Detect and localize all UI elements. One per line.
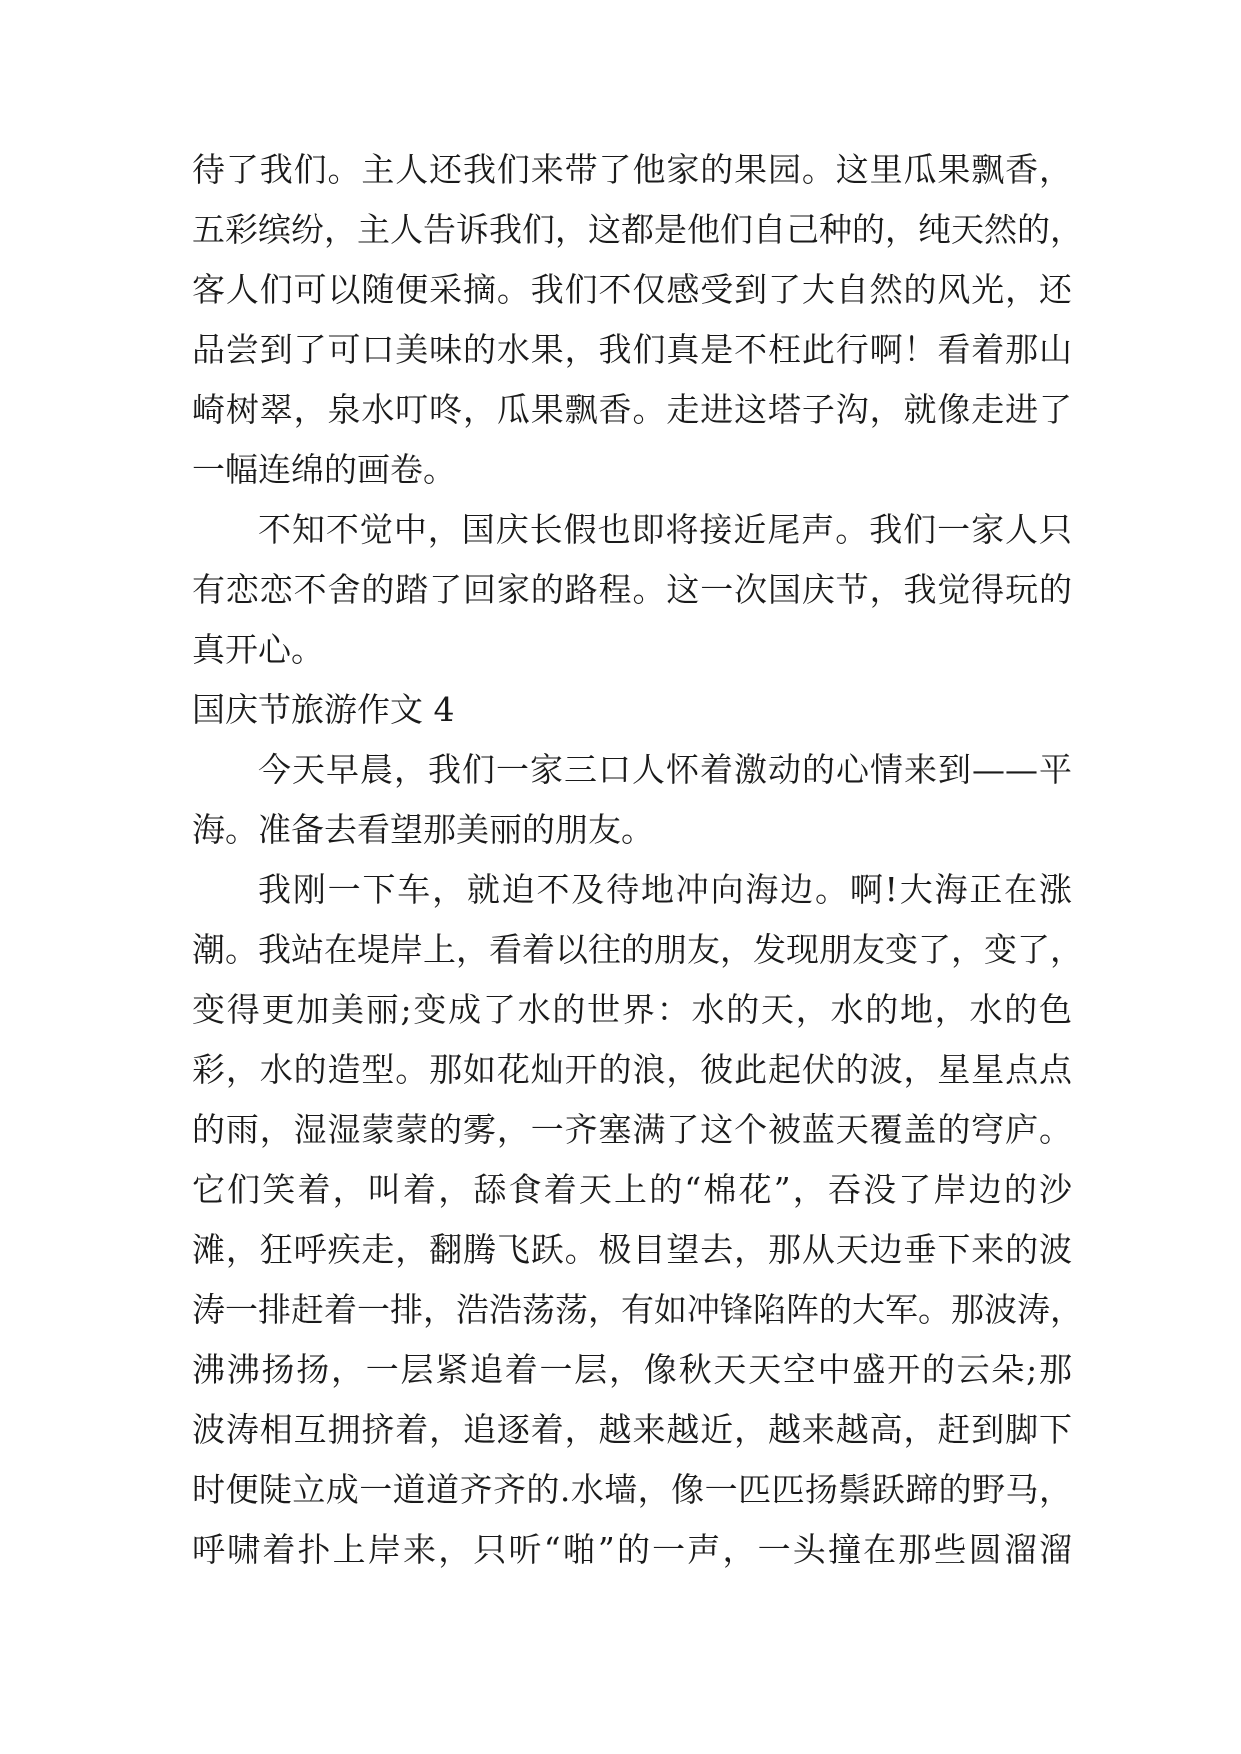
text-line: 潮。我站在堤岸上，看着以往的朋友，发现朋友变了，变了，	[192, 930, 1083, 969]
text-line: 五彩缤纷，主人告诉我们，这都是他们自己种的，纯天然的，	[192, 210, 1083, 249]
paragraph-first-line: 不知不觉中，国庆长假也即将接近尾声。我们一家人只	[258, 510, 1072, 549]
text-line: 波涛相互拥挤着，追逐着，越来越近，越来越高，赶到脚下	[192, 1410, 1072, 1449]
text-line: 的雨，湿湿蒙蒙的雾，一齐塞满了这个被蓝天覆盖的穹庐。	[192, 1110, 1072, 1149]
text-line: 品尝到了可口美味的水果，我们真是不枉此行啊！看着那山	[192, 330, 1072, 369]
paragraph-first-line: 今天早晨，我们一家三口人怀着激动的心情来到——平	[258, 750, 1072, 789]
text-line: 沸沸扬扬，一层紧追着一层，像秋天天空中盛开的云朵;那	[192, 1350, 1072, 1389]
text-line: 待了我们。主人还我们来带了他家的果园。这里瓜果飘香，	[192, 150, 1072, 189]
text-line: 彩，水的造型。那如花灿开的浪，彼此起伏的波，星星点点	[192, 1050, 1072, 1089]
text-line: 海。准备去看望那美丽的朋友。	[192, 810, 654, 849]
text-line: 它们笑着，叫着，舔食着天上的“棉花”，吞没了岸边的沙	[192, 1170, 1072, 1209]
text-line: 呼啸着扑上岸来，只听“啪”的一声，一头撞在那些圆溜溜	[192, 1530, 1072, 1569]
text-line: 一幅连绵的画卷。	[192, 450, 456, 489]
text-line: 客人们可以随便采摘。我们不仅感受到了大自然的风光，还	[192, 270, 1072, 309]
text-line: 滩，狂呼疾走，翻腾飞跃。极目望去，那从天边垂下来的波	[192, 1230, 1072, 1269]
text-line: 有恋恋不舍的踏了回家的路程。这一次国庆节，我觉得玩的	[192, 570, 1072, 609]
section-heading: 国庆节旅游作文 4	[192, 690, 455, 729]
text-line: 崎树翠，泉水叮咚，瓜果飘香。走进这塔子沟，就像走进了	[192, 390, 1072, 429]
text-line: 时便陡立成一道道齐齐的.水墙，像一匹匹扬鬃跃蹄的野马，	[192, 1470, 1072, 1509]
text-line: 涛一排赶着一排，浩浩荡荡，有如冲锋陷阵的大军。那波涛，	[192, 1290, 1083, 1329]
text-line: 真开心。	[192, 630, 324, 669]
text-line: 变得更加美丽;变成了水的世界：水的天，水的地，水的色	[192, 990, 1072, 1029]
paragraph-first-line: 我刚一下车，就迫不及待地冲向海边。啊!大海正在涨	[258, 870, 1072, 909]
